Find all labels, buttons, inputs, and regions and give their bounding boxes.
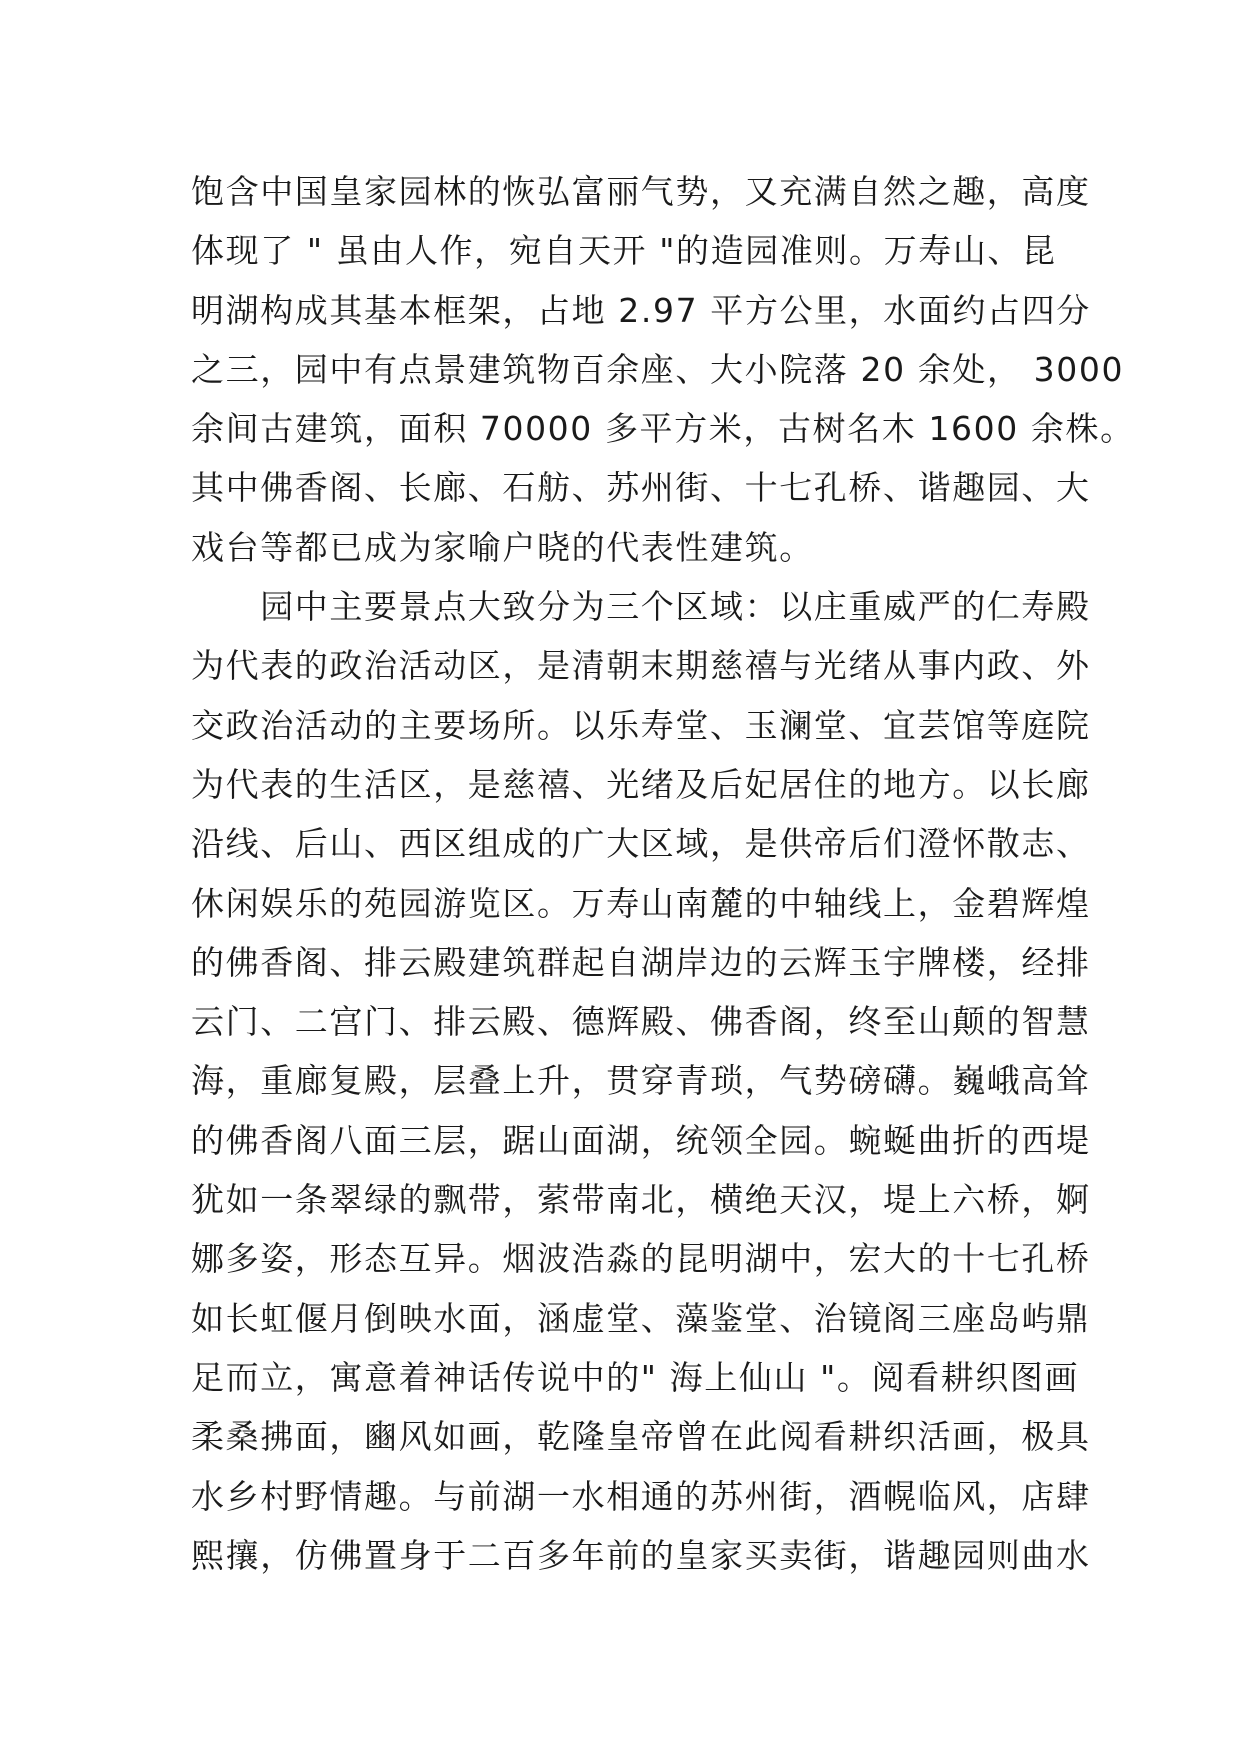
text-line: 的佛香阁八面三层，踞山面湖，统领全园。蜿蜒曲折的西堤 (191, 1120, 1091, 1160)
text-line: 休闲娱乐的苑园游览区。万寿山南麓的中轴线上，金碧辉煌 (191, 883, 1091, 923)
text-line: 其中佛香阁、长廊、石舫、苏州街、十七孔桥、谐趣园、大 (191, 468, 1091, 508)
text-line: 足而立，寓意着神话传说中的" 海上仙山 "。阅看耕织图画 (191, 1357, 1080, 1397)
text-line: 娜多姿，形态互异。烟波浩淼的昆明湖中，宏大的十七孔桥 (191, 1239, 1091, 1279)
paragraph-2 (191, 577, 1091, 1585)
text-line: 沿线、后山、西区组成的广大区域，是供帝后们澄怀散志、 (191, 824, 1091, 864)
text-line: 明湖构成其基本框架，占地 2.97 平方公里，水面约占四分 (191, 290, 1091, 330)
text-line: 戏台等都已成为家喻户晓的代表性建筑。 (191, 527, 814, 567)
text-line: 海，重廊复殿，层叠上升，贯穿青琐，气势磅礴。巍峨高耸 (191, 1061, 1091, 1101)
text-line: 饱含中国皇家园林的恢弘富丽气势，又充满自然之趣，高度 (191, 172, 1091, 211)
text-line: 余间古建筑，面积 70000 多平方米，古树名木 1600 余株。 (191, 409, 1135, 449)
text-line: 的佛香阁、排云殿建筑群起自湖岸边的云辉玉宇牌楼，经排 (191, 942, 1091, 982)
text-line: 交政治活动的主要场所。以乐寿堂、玉澜堂、宜芸馆等庭院 (191, 705, 1091, 745)
text-line: 为代表的生活区，是慈禧、光绪及后妃居住的地方。以长廊 (191, 764, 1091, 804)
text-line: 水乡村野情趣。与前湖一水相通的苏州街，酒幌临风，店肆 (191, 1476, 1091, 1516)
text-line: 如长虹偃月倒映水面，涵虚堂、藻鉴堂、治镜阁三座岛屿鼎 (191, 1298, 1091, 1338)
body-text (191, 162, 1135, 1585)
paragraph-1 (191, 162, 1135, 577)
text-line: 熙攘，仿佛置身于二百多年前的皇家买卖街，谐趣园则曲水 (191, 1535, 1091, 1575)
text-line: 之三，园中有点景建筑物百余座、大小院落 20 余处， 3000 (191, 349, 1125, 389)
text-line: 云门、二宫门、排云殿、德辉殿、佛香阁，终至山颠的智慧 (191, 1002, 1091, 1042)
text-line: 柔桑拂面，豳风如画，乾隆皇帝曾在此阅看耕织活画，极具 (191, 1417, 1091, 1457)
text-line: 为代表的政治活动区，是清朝末期慈禧与光绪从事内政、外 (191, 646, 1091, 686)
text-line: 园中主要景点大致分为三个区域：以庄重威严的仁寿殿 (191, 587, 1091, 627)
text-line: 犹如一条翠绿的飘带，萦带南北，横绝天汉，堤上六桥，婀 (191, 1180, 1091, 1220)
text-line: 体现了 " 虽由人作，宛自天开 "的造园准则。万寿山、昆 (191, 231, 1057, 271)
